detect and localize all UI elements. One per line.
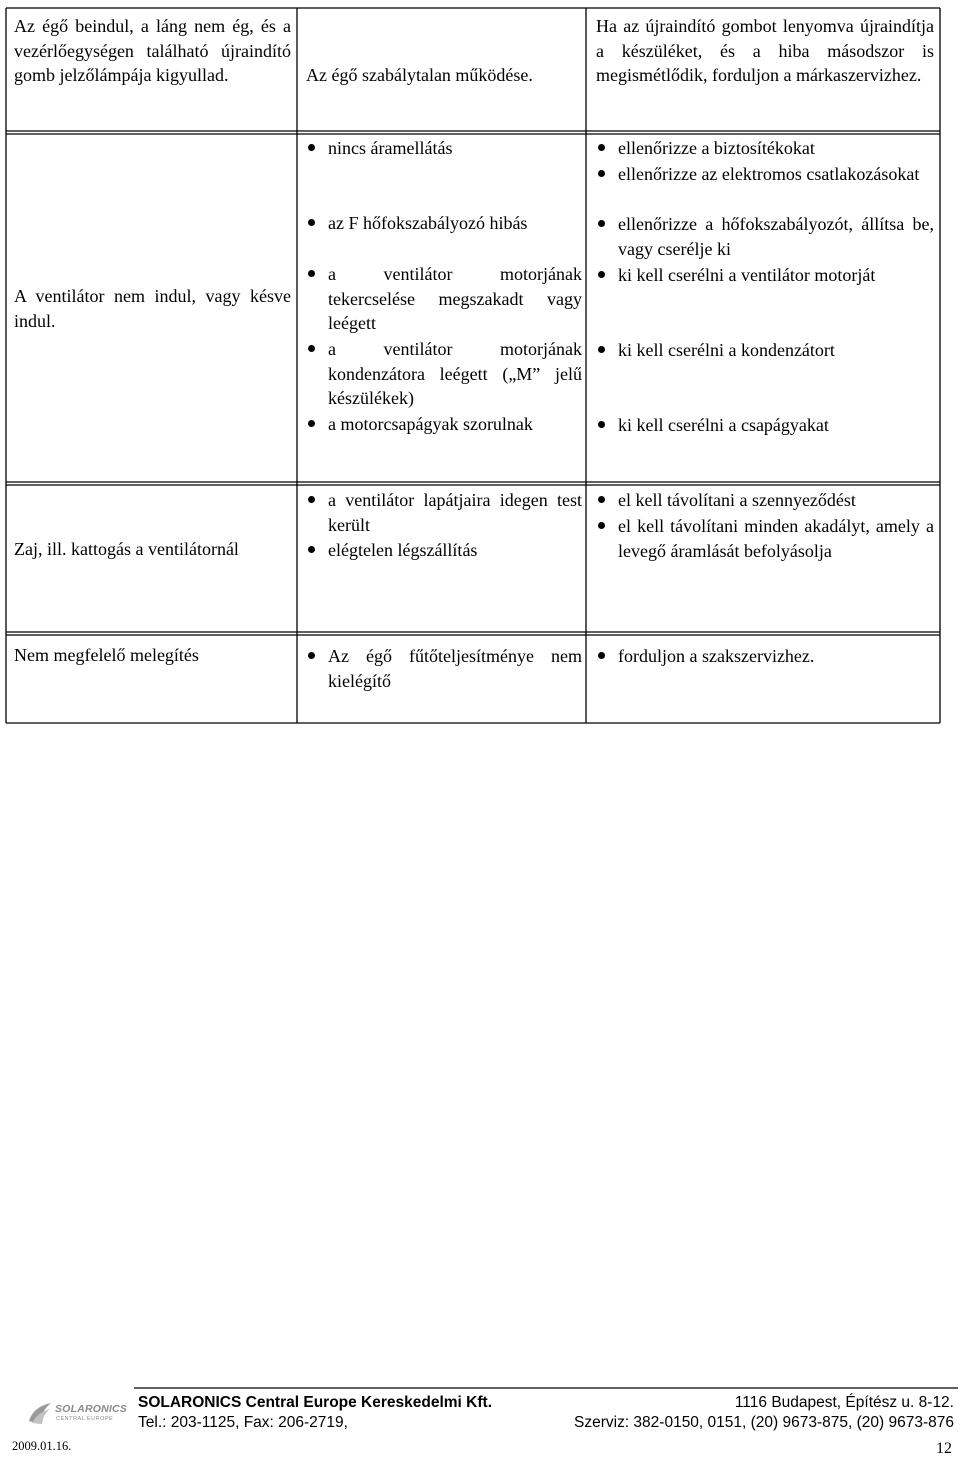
footer-service: Szerviz: 382-0150, 0151, (20) 9673-875, (20) 9673-876 — [574, 1414, 954, 1431]
row4-symptom — [14, 643, 291, 668]
footer-date: 2009.01.16. — [12, 1439, 72, 1453]
cause-item: nincs áramellátás — [306, 136, 582, 161]
cause-item: a ventilátor lapátjaira idegen test került — [306, 488, 582, 537]
cause-item: elégtelen légszállítás — [306, 538, 582, 563]
remedy-item: el kell távolítani a szennyeződést — [596, 488, 934, 513]
remedy-item: ellenőrizze az elektromos csatlakozásokat — [596, 162, 934, 187]
row1-symptom-text: Az égő beindul, a láng nem ég, és a vezérlőegységen található újraindító gomb jelzőlámpája kigyullad. — [14, 16, 291, 85]
logo-emblem-icon — [26, 1399, 54, 1427]
row2-symptom — [14, 284, 291, 333]
cause-item: a motorcsapágyak szorulnak — [306, 412, 582, 437]
row2-symptom-text: A ventilátor nem indul, vagy késve indul. — [14, 286, 291, 331]
footer-rule — [0, 1385, 960, 1391]
row3-symptom — [14, 537, 291, 562]
logo-text: SOLARONICS — [55, 1403, 128, 1415]
footer — [0, 1385, 960, 1458]
row4-symptom-text: Nem megfelelő melegítés — [14, 645, 199, 665]
cause-item: a ventilátor motorjának tekercselése megszakadt vagy leégett — [306, 262, 582, 336]
cause-item: Az égő fűtőteljesítménye nem kielégítő — [306, 644, 582, 693]
row1-cause-text: Az égő szabálytalan működése. — [306, 65, 533, 85]
remedy-item: el kell távolítani minden akadályt, amely a levegő áramlását befolyásolja — [596, 514, 934, 563]
remedy-item: ellenőrizze a hőfokszabályozót, állítsa be, vagy cserélje ki — [596, 212, 934, 261]
bullet-icon — [598, 652, 605, 659]
cause-item: a ventilátor motorjának kondenzátora leégett („M” jelű készülékek) — [306, 337, 582, 411]
remedy-item: ellenőrizze a biztosítékokat — [596, 136, 934, 161]
row1-remedy-text: Ha az újraindító gombot lenyomva újraindítja a készüléket, és a hiba másodszor is megismétlődik, forduljon a márkaszervizhez. — [596, 16, 934, 85]
logo — [26, 1399, 126, 1429]
bullet-icon — [308, 652, 315, 659]
logo-subtext: CENTRAL EUROPE — [56, 1416, 114, 1422]
footer-address: 1116 Budapest, Építész u. 8-12. — [734, 1394, 954, 1411]
footer-company: SOLARONICS Central Europe Kereskedelmi Kft. — [138, 1394, 492, 1411]
remedy-item: ki kell cserélni a kondenzátort — [596, 338, 934, 363]
remedy-item: ki kell cserélni a ventilátor motorját — [596, 263, 934, 288]
row1-symptom — [14, 14, 291, 88]
row4-causes — [306, 0, 582, 723]
row3-symptom-text: Zaj, ill. kattogás a ventilátornál — [14, 539, 239, 559]
cause-item: az F hőfokszabályozó hibás — [306, 211, 582, 236]
footer-phone: Tel.: 203-1125, Fax: 206-2719, — [138, 1414, 348, 1431]
remedy-item: ki kell cserélni a csapágyakat — [596, 413, 934, 438]
row4-remedies — [596, 0, 934, 723]
remedy-item: forduljon a szakszervizhez. — [596, 644, 934, 669]
page-number: 12 — [936, 1440, 952, 1457]
